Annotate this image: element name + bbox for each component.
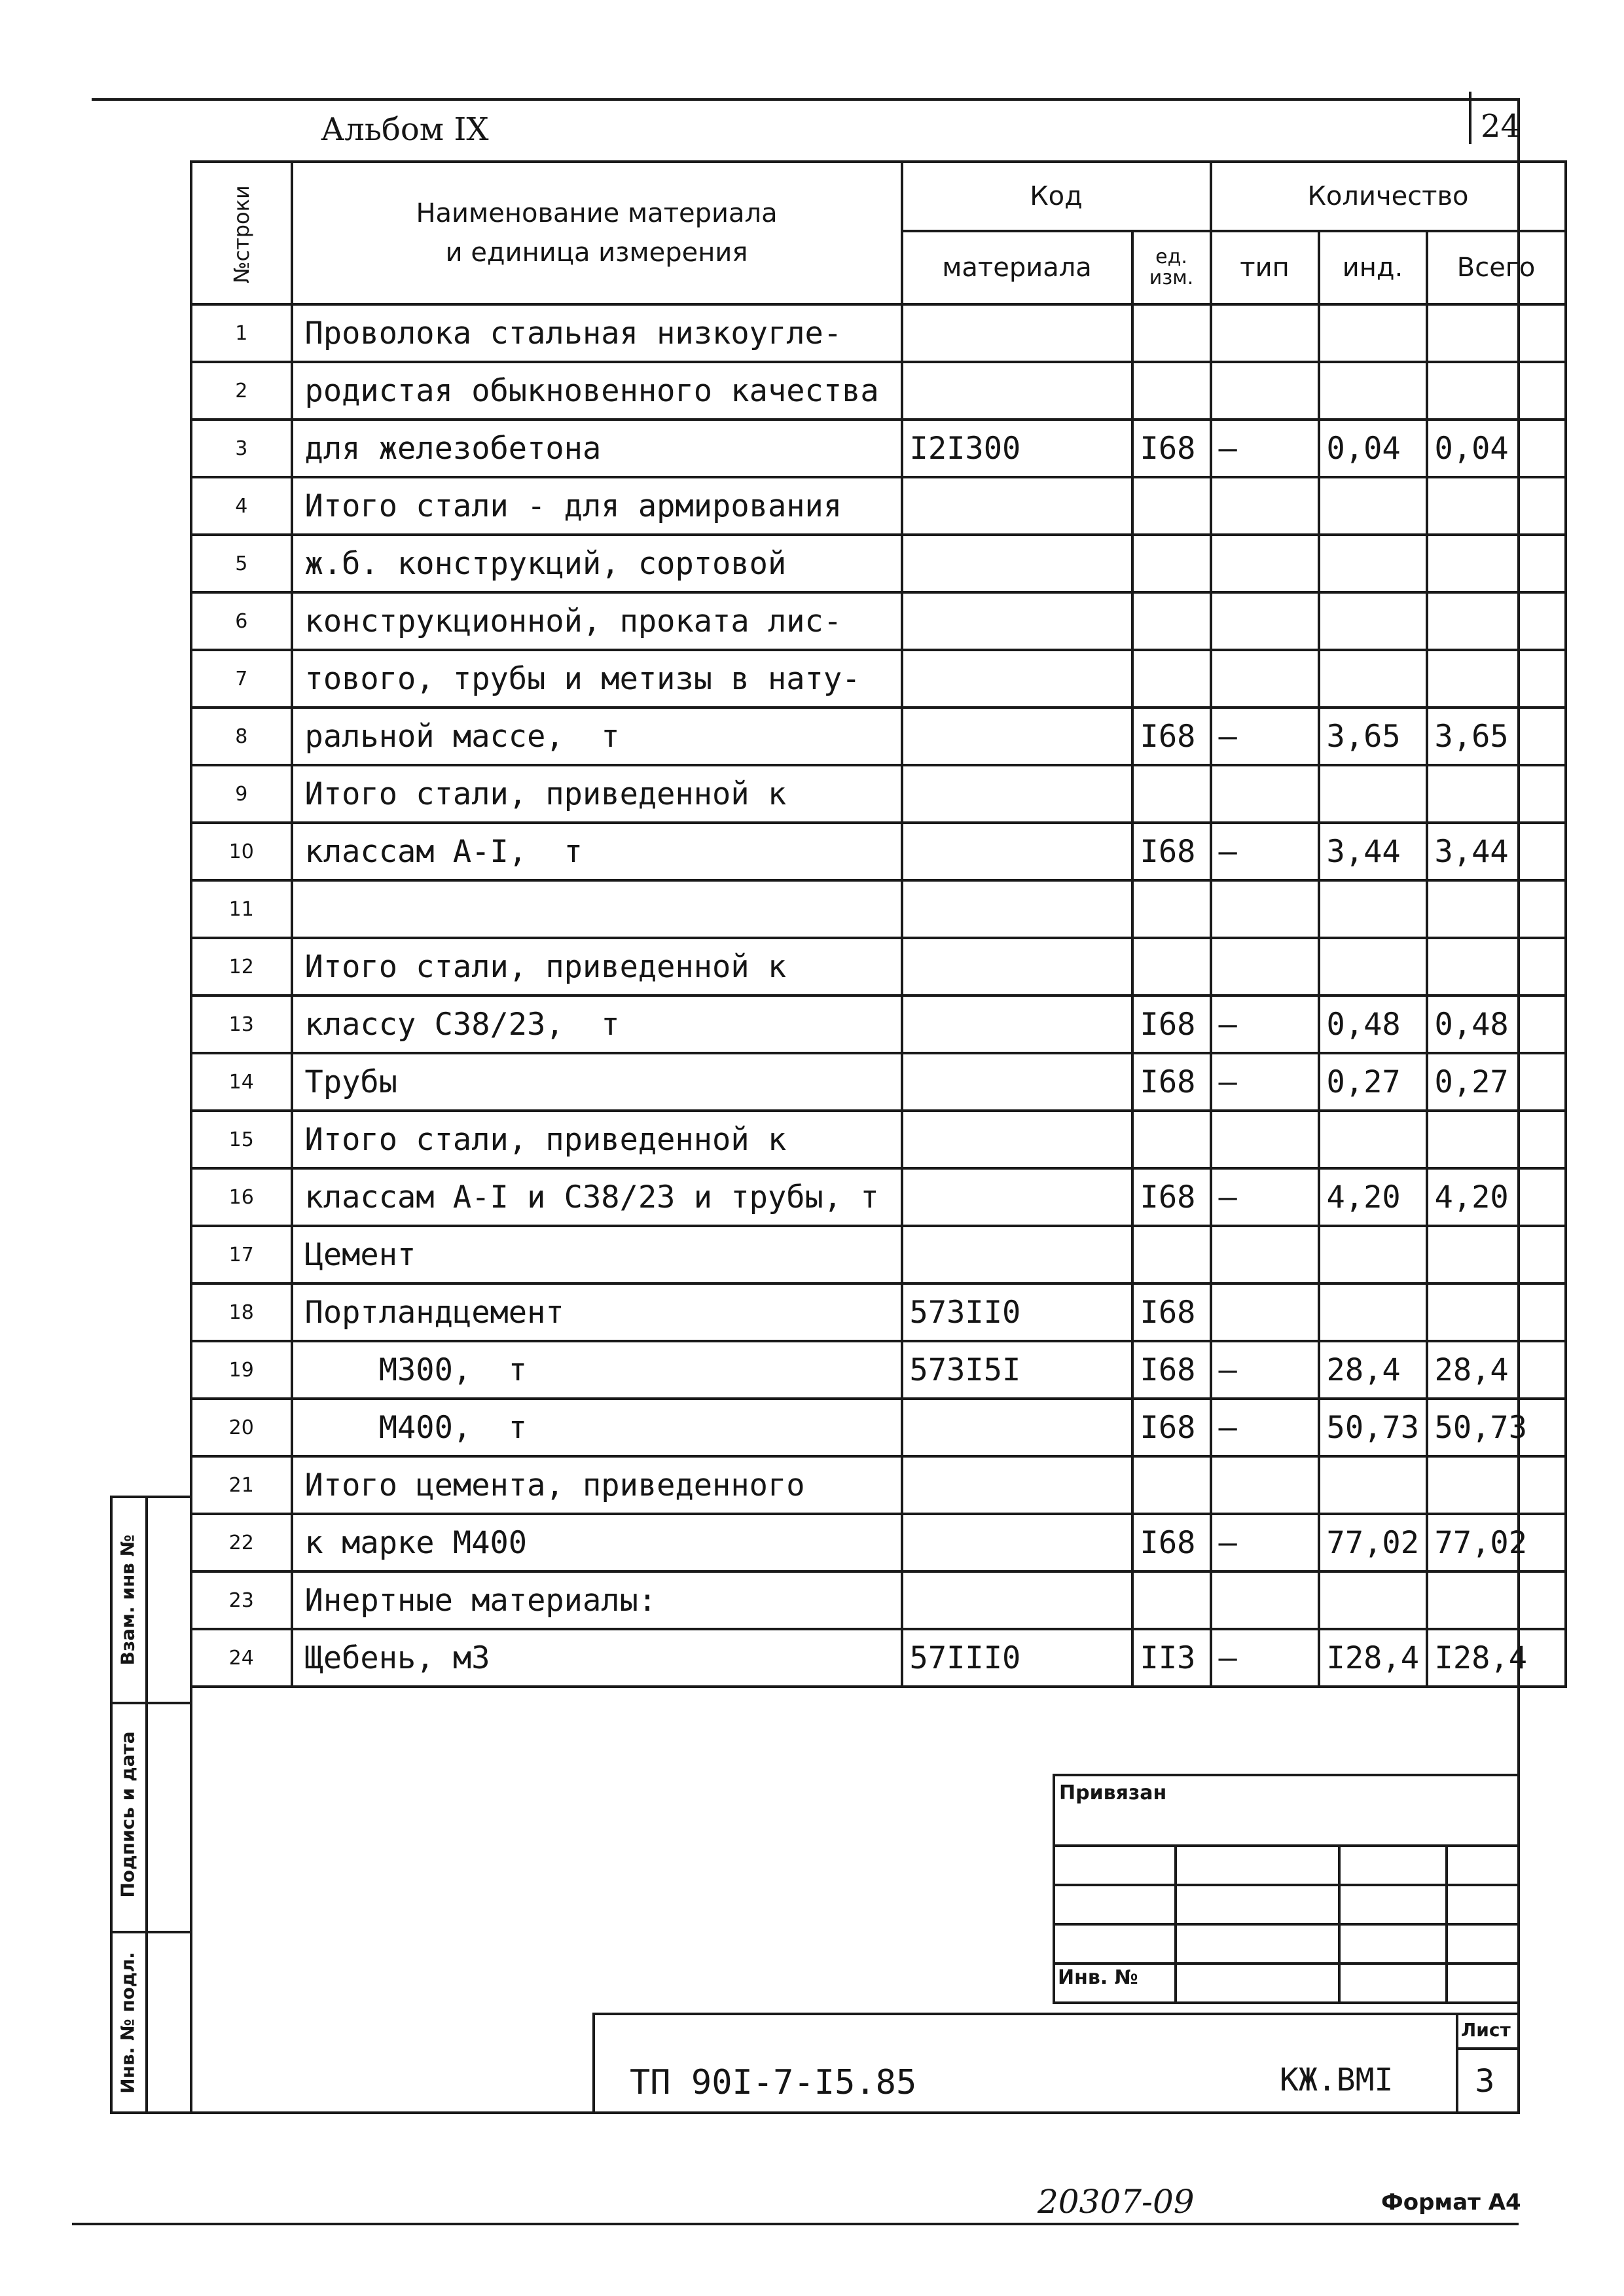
table-row — [191, 996, 1566, 1053]
unit-code — [1132, 880, 1211, 938]
material-code — [902, 1399, 1132, 1456]
material-name: классам А-I, т — [292, 823, 902, 880]
qty-ind: 4,20 — [1319, 1168, 1427, 1226]
title-row-left-line — [592, 2013, 595, 2114]
qty-type: – — [1211, 420, 1319, 477]
row-number: 2 — [191, 362, 292, 420]
material-name: Цемент — [292, 1226, 902, 1283]
bottom-frame-line — [110, 2111, 1519, 2114]
col-qty-total-header: Всего — [1427, 231, 1566, 304]
unit-code — [1132, 592, 1211, 650]
material-code: I2I300 — [902, 420, 1132, 477]
doc-code: КЖ.ВМI — [1280, 2062, 1394, 2098]
qty-total — [1427, 592, 1566, 650]
side-box-top-line — [110, 1496, 192, 1498]
table-row — [191, 650, 1566, 708]
format-label: Формат А4 — [1381, 2189, 1521, 2215]
qty-type — [1211, 1283, 1319, 1341]
unit-code: I68 — [1132, 420, 1211, 477]
material-code — [902, 1226, 1132, 1283]
qty-total — [1427, 477, 1566, 535]
qty-type — [1211, 362, 1319, 420]
table-row — [191, 1053, 1566, 1111]
table-row — [191, 1168, 1566, 1226]
unit-code — [1132, 1111, 1211, 1168]
page-number: 24 — [1481, 108, 1521, 145]
qty-total: 0,48 — [1427, 996, 1566, 1053]
qty-ind: I28,4 — [1319, 1629, 1427, 1687]
qty-total — [1427, 765, 1566, 823]
material-code — [902, 592, 1132, 650]
qty-total: 4,20 — [1427, 1168, 1566, 1226]
row-number: 1 — [191, 304, 292, 362]
qty-ind: 0,27 — [1319, 1053, 1427, 1111]
material-name — [292, 880, 902, 938]
qty-ind — [1319, 304, 1427, 362]
qty-type — [1211, 304, 1319, 362]
row-number: 7 — [191, 650, 292, 708]
material-code — [902, 1571, 1132, 1629]
stamp-cell — [1447, 1924, 1519, 1964]
material-code — [902, 535, 1132, 592]
qty-ind — [1319, 1283, 1427, 1341]
unit-code — [1132, 535, 1211, 592]
stamp-cell — [1176, 1924, 1339, 1964]
qty-type — [1211, 938, 1319, 996]
unit-code — [1132, 938, 1211, 996]
qty-type: – — [1211, 1514, 1319, 1571]
row-number: 15 — [191, 1111, 292, 1168]
material-name: Инертные материалы: — [292, 1571, 902, 1629]
qty-total: 28,4 — [1427, 1341, 1566, 1399]
row-number: 9 — [191, 765, 292, 823]
table-row — [191, 880, 1566, 938]
col-qty-type-header: тип — [1211, 231, 1319, 304]
table-row — [191, 1341, 1566, 1399]
unit-code — [1132, 1226, 1211, 1283]
table-row — [191, 765, 1566, 823]
qty-total — [1427, 1226, 1566, 1283]
qty-ind — [1319, 938, 1427, 996]
table-row — [191, 362, 1566, 420]
col-code-material-header: материала — [902, 231, 1132, 304]
qty-type — [1211, 477, 1319, 535]
material-code — [902, 1053, 1132, 1111]
side-label-inv-podl: Инв. № подл. — [117, 1952, 139, 2094]
row-number: 21 — [191, 1456, 292, 1514]
qty-ind — [1319, 880, 1427, 938]
unit-code — [1132, 477, 1211, 535]
row-number: 10 — [191, 823, 292, 880]
title-row-top-line — [592, 2013, 1519, 2015]
qty-ind — [1319, 477, 1427, 535]
material-name: Итого стали, приведенной к — [292, 1111, 902, 1168]
qty-type: – — [1211, 1053, 1319, 1111]
stamp-cell — [1176, 1964, 1339, 2003]
qty-type — [1211, 1456, 1319, 1514]
qty-total: 0,27 — [1427, 1053, 1566, 1111]
qty-ind — [1319, 535, 1427, 592]
material-name: конструкционной, проката лис- — [292, 592, 902, 650]
qty-ind — [1319, 765, 1427, 823]
material-code — [902, 1111, 1132, 1168]
material-name: ральной массе, т — [292, 708, 902, 765]
qty-ind — [1319, 1571, 1427, 1629]
stamp-cell — [1339, 1846, 1447, 1885]
qty-ind — [1319, 1456, 1427, 1514]
sheet-label: Лист — [1461, 2019, 1511, 2041]
top-border-line — [92, 98, 1519, 101]
unit-code: I68 — [1132, 1283, 1211, 1341]
table-row — [191, 535, 1566, 592]
unit-code — [1132, 1571, 1211, 1629]
stamp-inv-no: Инв. № — [1054, 1964, 1176, 2003]
row-number: 14 — [191, 1053, 292, 1111]
row-number: 22 — [191, 1514, 292, 1571]
table-row — [191, 1283, 1566, 1341]
footer-line — [72, 2223, 1519, 2225]
material-name: Итого стали - для армирования — [292, 477, 902, 535]
qty-type: – — [1211, 823, 1319, 880]
row-number: 6 — [191, 592, 292, 650]
qty-total — [1427, 938, 1566, 996]
stamp-cell — [1339, 1924, 1447, 1964]
material-name: классу С38/23, т — [292, 996, 902, 1053]
qty-total: 3,65 — [1427, 708, 1566, 765]
row-number: 13 — [191, 996, 292, 1053]
qty-total: 50,73 — [1427, 1399, 1566, 1456]
qty-total: I28,4 — [1427, 1629, 1566, 1687]
unit-code: I68 — [1132, 708, 1211, 765]
table-row — [191, 1629, 1566, 1687]
table-row — [191, 1111, 1566, 1168]
table-row — [191, 592, 1566, 650]
qty-ind: 3,65 — [1319, 708, 1427, 765]
col-code-unit-header: ед. изм. — [1132, 231, 1211, 304]
qty-ind — [1319, 650, 1427, 708]
row-number: 8 — [191, 708, 292, 765]
material-code — [902, 823, 1132, 880]
col-name-header: Наименование материала и единица измерения — [292, 162, 902, 304]
unit-code: I68 — [1132, 996, 1211, 1053]
material-name: тового, трубы и метизы в нату- — [292, 650, 902, 708]
unit-code: I68 — [1132, 1053, 1211, 1111]
qty-type — [1211, 880, 1319, 938]
table-row — [191, 1514, 1566, 1571]
qty-total: 0,04 — [1427, 420, 1566, 477]
stamp-privyazan: Привязан — [1054, 1775, 1519, 1846]
row-number: 20 — [191, 1399, 292, 1456]
material-name: к марке М400 — [292, 1514, 902, 1571]
material-name: М300, т — [292, 1341, 902, 1399]
material-code — [902, 765, 1132, 823]
table-row — [191, 420, 1566, 477]
table-row — [191, 304, 1566, 362]
material-name: Итого цемента, приведенного — [292, 1456, 902, 1514]
unit-code — [1132, 650, 1211, 708]
material-code — [902, 880, 1132, 938]
table-row — [191, 1399, 1566, 1456]
material-code — [902, 1456, 1132, 1514]
qty-type — [1211, 592, 1319, 650]
col-qty-ind-header: инд. — [1319, 231, 1427, 304]
qty-type — [1211, 1571, 1319, 1629]
stamp-cell — [1054, 1846, 1176, 1885]
qty-type: – — [1211, 996, 1319, 1053]
qty-ind: 0,04 — [1319, 420, 1427, 477]
qty-type — [1211, 765, 1319, 823]
qty-ind: 50,73 — [1319, 1399, 1427, 1456]
material-name: для железобетона — [292, 420, 902, 477]
table-row — [191, 1226, 1566, 1283]
qty-type: – — [1211, 708, 1319, 765]
qty-ind: 28,4 — [1319, 1341, 1427, 1399]
qty-total: 3,44 — [1427, 823, 1566, 880]
qty-ind — [1319, 362, 1427, 420]
unit-code: I68 — [1132, 823, 1211, 880]
material-name: Трубы — [292, 1053, 902, 1111]
materials-table — [190, 160, 1567, 1688]
stamp-cell — [1447, 1964, 1519, 2003]
qty-total — [1427, 880, 1566, 938]
album-title: Альбом IX — [321, 111, 489, 148]
table-row — [191, 477, 1566, 535]
stamp-cell — [1054, 1924, 1176, 1964]
row-number: 3 — [191, 420, 292, 477]
qty-ind — [1319, 592, 1427, 650]
material-code — [902, 996, 1132, 1053]
col-row-no-header: №строки — [191, 162, 292, 304]
unit-code: I68 — [1132, 1399, 1211, 1456]
qty-total — [1427, 304, 1566, 362]
qty-ind — [1319, 1111, 1427, 1168]
qty-total — [1427, 650, 1566, 708]
row-number: 16 — [191, 1168, 292, 1226]
stamp-cell — [1339, 1964, 1447, 2003]
archive-number: 20307-09 — [1038, 2183, 1195, 2221]
material-name: М400, т — [292, 1399, 902, 1456]
material-code — [902, 304, 1132, 362]
qty-total — [1427, 362, 1566, 420]
qty-type: – — [1211, 1399, 1319, 1456]
material-name: классам А-I и С38/23 и трубы, т — [292, 1168, 902, 1226]
material-name: ж.б. конструкций, сортовой — [292, 535, 902, 592]
col-code-header: Код — [902, 162, 1211, 231]
stamp-block — [1053, 1774, 1520, 2004]
sheet-number: 3 — [1475, 2063, 1495, 2100]
material-name: Портландцемент — [292, 1283, 902, 1341]
qty-ind: 0,48 — [1319, 996, 1427, 1053]
unit-code: I68 — [1132, 1341, 1211, 1399]
side-box-left-line — [110, 1496, 113, 2114]
table-row — [191, 1571, 1566, 1629]
table-row — [191, 708, 1566, 765]
material-code — [902, 1168, 1132, 1226]
page-number-divider — [1469, 92, 1471, 144]
qty-total — [1427, 1571, 1566, 1629]
sheet-cell-left-line — [1456, 2013, 1458, 2114]
qty-total — [1427, 535, 1566, 592]
material-code — [902, 708, 1132, 765]
unit-code — [1132, 1456, 1211, 1514]
stamp-cell — [1447, 1846, 1519, 1885]
row-number: 24 — [191, 1629, 292, 1687]
qty-total: 77,02 — [1427, 1514, 1566, 1571]
side-label-vzam-inv: Взам. инв № — [117, 1534, 139, 1666]
row-number: 4 — [191, 477, 292, 535]
qty-type — [1211, 650, 1319, 708]
row-number: 19 — [191, 1341, 292, 1399]
col-qty-header: Количество — [1211, 162, 1566, 231]
material-code — [902, 1514, 1132, 1571]
qty-type — [1211, 1111, 1319, 1168]
stamp-cell — [1447, 1885, 1519, 1924]
stamp-cell — [1339, 1885, 1447, 1924]
material-code — [902, 650, 1132, 708]
qty-type: – — [1211, 1629, 1319, 1687]
unit-code: II3 — [1132, 1629, 1211, 1687]
unit-code — [1132, 362, 1211, 420]
material-code — [902, 938, 1132, 996]
project-code: ТП 90I-7-I5.85 — [630, 2063, 917, 2102]
row-number: 17 — [191, 1226, 292, 1283]
qty-ind: 77,02 — [1319, 1514, 1427, 1571]
material-name: Итого стали, приведенной к — [292, 765, 902, 823]
row-number: 11 — [191, 880, 292, 938]
material-name: родистая обыкновенного качества — [292, 362, 902, 420]
table-row — [191, 938, 1566, 996]
unit-code — [1132, 304, 1211, 362]
unit-code — [1132, 765, 1211, 823]
qty-type — [1211, 1226, 1319, 1283]
qty-ind — [1319, 1226, 1427, 1283]
qty-ind: 3,44 — [1319, 823, 1427, 880]
row-number: 12 — [191, 938, 292, 996]
unit-code: I68 — [1132, 1168, 1211, 1226]
material-code: 573I5I — [902, 1341, 1132, 1399]
side-label-podpis-data: Подпись и дата — [117, 1731, 139, 1898]
sheet-cell-sep-line — [1456, 2047, 1519, 2050]
material-code — [902, 362, 1132, 420]
qty-type: – — [1211, 1168, 1319, 1226]
stamp-cell — [1054, 1885, 1176, 1924]
row-number: 5 — [191, 535, 292, 592]
row-number: 23 — [191, 1571, 292, 1629]
unit-code: I68 — [1132, 1514, 1211, 1571]
side-box-sep1-line — [110, 1702, 192, 1704]
side-box-mid-line — [145, 1496, 148, 2114]
stamp-cell — [1176, 1885, 1339, 1924]
stamp-cell — [1176, 1846, 1339, 1885]
material-code — [902, 477, 1132, 535]
qty-total — [1427, 1456, 1566, 1514]
table-row — [191, 1456, 1566, 1514]
qty-total — [1427, 1283, 1566, 1341]
material-name: Проволока стальная низкоугле- — [292, 304, 902, 362]
material-name: Итого стали, приведенной к — [292, 938, 902, 996]
material-code: 573II0 — [902, 1283, 1132, 1341]
qty-type — [1211, 535, 1319, 592]
qty-total — [1427, 1111, 1566, 1168]
qty-type: – — [1211, 1341, 1319, 1399]
material-code: 57III0 — [902, 1629, 1132, 1687]
row-number: 18 — [191, 1283, 292, 1341]
material-name: Щебень, м3 — [292, 1629, 902, 1687]
table-row — [191, 823, 1566, 880]
